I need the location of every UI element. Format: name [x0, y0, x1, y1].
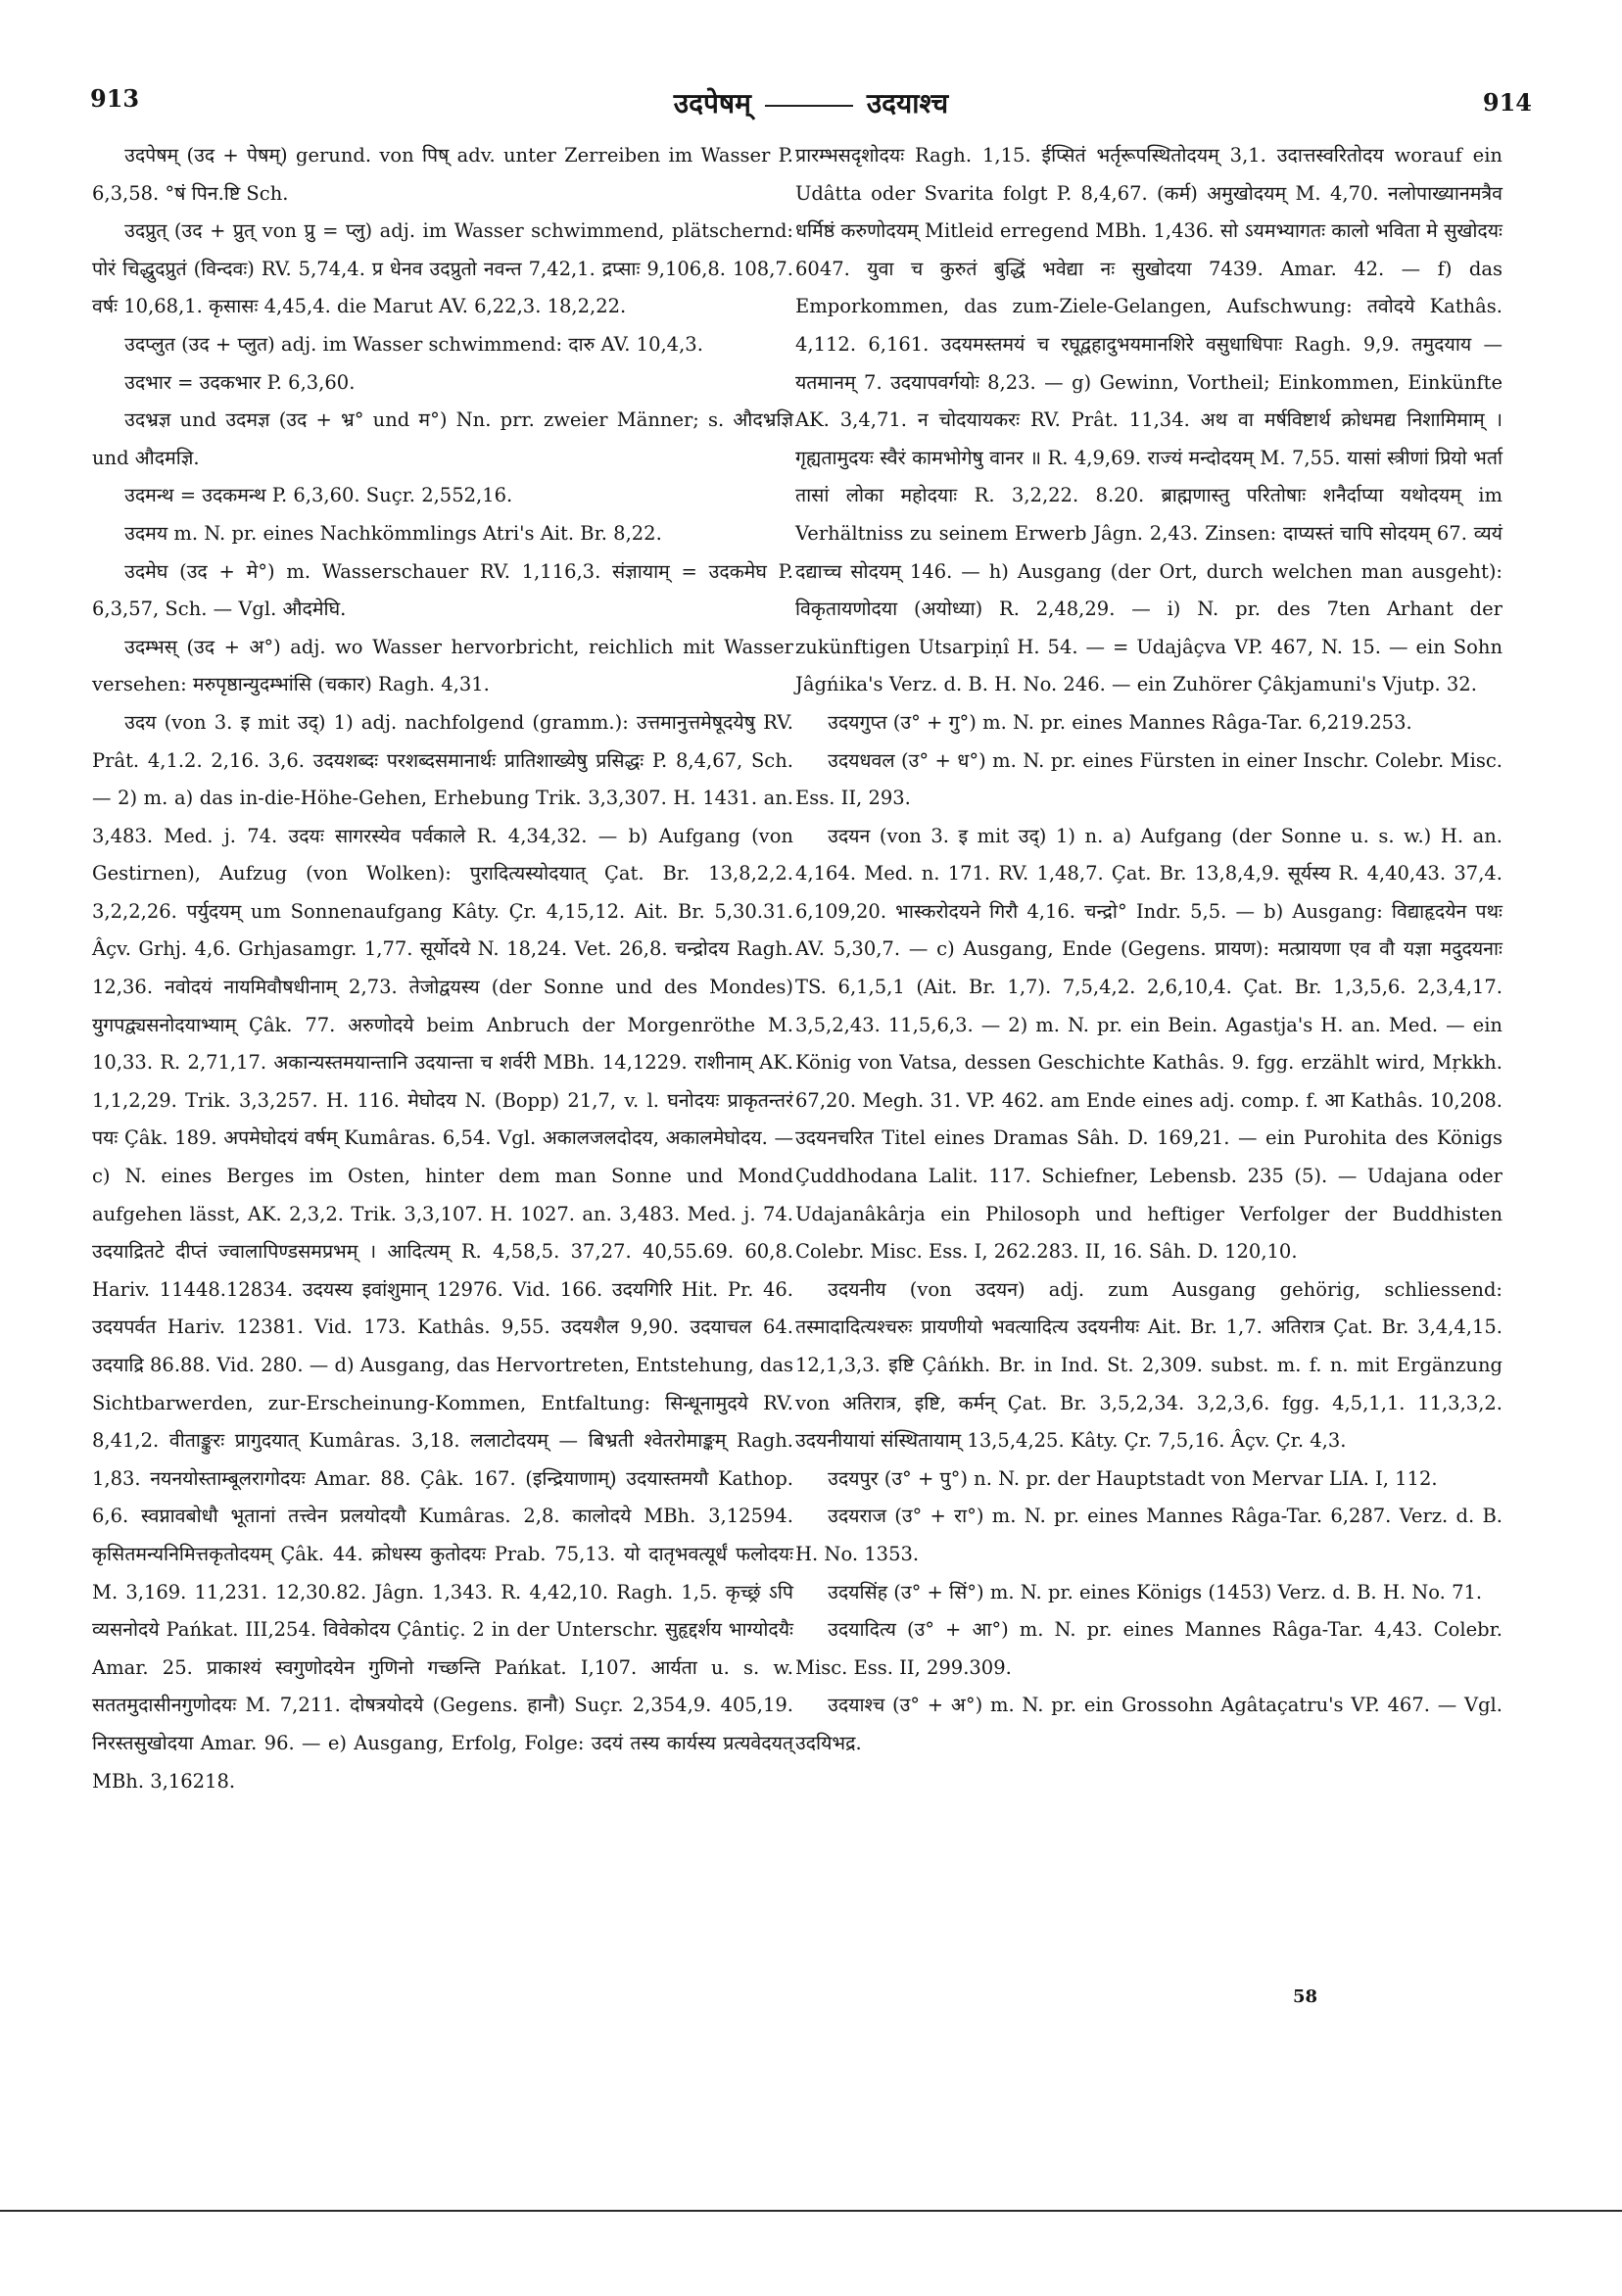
entry-udayadhavala: उदयधवल (उ° + ध°) m. N. pr. eines Fürsten in einer Inschr. Colebr. Misc. Ess. II, 293.: [795, 748, 1503, 810]
entry-udamaya: उदमय m. N. pr. eines Nachkömmlings Atri's Ait. Br. 8,22.: [124, 521, 662, 545]
right-column: [795, 137, 1503, 1763]
page-number-left: 913: [90, 84, 140, 113]
page-number-right: 914: [1482, 88, 1532, 117]
entry-udayagupta: उदयगुप्त (उ° + गु°) m. N. pr. eines Mannes Râga-Tar. 6,219.253.: [828, 710, 1412, 734]
entry-udayana: उदयन (von 3. इ mit उद्) 1) n. a) Aufgang (der Sonne u. s. w.) H. an. 4,164. Med. n. 171. RV. 1,48,7. Çat. Br. 13,8,4,9. सूर्यस्य R. 4,40,43. 37,4. 6,109,20. भास्करोदयने गिरौ 4,16. चन्द्रो° Indr. 5,5. — b) Ausgang: विद्याहृदयेन पथः AV. 5,30,7. — c) Ausgang, Ende (Gegens. प्रायण): मत्प्रायणा एव वौ यज्ञा मदुदयनाः TS. 6,1,5,1 (Ait. Br. 1,7). 7,5,4,2. 2,6,10,4. Çat. Br. 1,3,5,6. 2,3,4,17. 3,5,2,43. 11,5,6,3. — 2) m. N. pr. ein Bein. Agastja's H. an. Med. — ein König von Vatsa, dessen Geschichte Kathâs. 9. fgg. erzählt wird, Mṛkkh. 67,20. Megh. 31. VP. 462. am Ende eines adj. comp. f. आ Kathâs. 10,208. उदयनचरित Titel eines Dramas Sâh. D. 169,21. — ein Purohita des Königs Çuddhodana Lalit. 117. Schiefner, Lebensb. 235 (5). — Udajana oder Udajanâkârja ein Philosoph und heftiger Verfolger der Buddhisten Colebr. Misc. Ess. I, 262.283. II, 16. Sâh. D. 120,10.: [795, 824, 1503, 1264]
entry-udayaditya: उदयादित्य (उ° + आ°) m. N. pr. eines Mannes Râga-Tar. 4,43. Colebr. Misc. Ess. II, 299.309.: [795, 1618, 1503, 1679]
entry-udaprut: उदप्रुत् (उद + प्रुत् von प्रु = प्लु) adj. im Wasser schwimmend, plätschernd: पोरं चिद्धुदप्रुतं (विन्दवः) RV. 5,74,4. प्र धेनव उदप्रुतो नवन्त 7,42,1. द्रप्साः 9,106,8. 108,7. वर्षः 10,68,1. कृसासः 4,45,4. die Marut AV. 6,22,3. 18,2,22.: [92, 219, 793, 318]
entry-udayaraja: उदयराज (उ° + रा°) m. N. pr. eines Mannes Râga-Tar. 6,287. Verz. d. B. H. No. 1353.: [795, 1505, 1503, 1565]
entry-udamantha: उदमन्थ = उदकमन्थ P. 6,3,60. Suçr. 2,552,16.: [124, 484, 513, 507]
entry-udaya-continued: प्रारम्भसदृशोदयः Ragh. 1,15. ईप्सितं भर्तृरूपस्थितोदयम् 3,1. उदात्तस्वरितोदय worauf ein Udâtta oder Svarita folgt P. 8,4,67. (कर्म) अमुखोदयम् M. 4,70. नलोपाख्यानमत्रैव धर्मिष्ठं करुणोदयम् Mitleid erregend MBh. 1,436. सो ऽयमभ्यागतः कालो भविता मे सुखोदयः 6047. युवा च कुरुतं बुद्धिं भवेद्या नः सुखोदया 7439. Amar. 42. — f) das Emporkommen, das zum-Ziele-Gelangen, Aufschwung: तवोदये Kathâs. 4,112. 6,161. उदयमस्तमयं च रघूद्वहादुभयमानशिरे वसुधाधिपाः Ragh. 9,9. तमुदयाय — यतमानम् 7. उदयापवर्गयोः 8,23. — g) Gewinn, Vortheil; Einkommen, Einkünfte AK. 3,4,71. न चोदयायकरः RV. Prât. 11,34. अथ वा मर्षविष्टार्थ क्रोधमद्य निशामिमाम् । गृह्यतामुदयः स्वैरं कामभोगेषु वानर ॥ R. 4,9,69. राज्यं मन्दोदयम् M. 7,55. यासां स्त्रीणां प्रियो भर्ता तासां लोका महोदयाः R. 3,2,22. 8.20. ब्राह्मणास्तु परितोषाः शनैर्दाप्या यथोदयम् im Verhältniss zu seinem Erwerb Jâgn. 2,43. Zinsen: दाप्यस्तं चापि सोदयम् 67. व्ययं दद्याच्च सोदयम् 146. — h) Ausgang (der Ort, durch welchen man ausgeht): विकृतायणोदया (अयोध्या) R. 2,48,29. — i) N. pr. des 7ten Arhant der zukünftigen Utsarpiṇî H. 54. — = Udajâçva VP. 467, N. 15. — ein Sohn Jâgńika's Verz. d. B. H. No. 246. — ein Zuhörer Çâkjamuni's Vjutp. 32.: [795, 144, 1503, 696]
entry-udabhrajna: उदभ्रज्ञ und उदमज्ञ (उद + भ्र° und म°) Nn. prr. zweier Männer; s. औदभ्रज्ञि und औदमज्ञि.: [92, 408, 793, 469]
entry-udambhas: उदम्भस् (उद + अ°) adj. wo Wasser hervorbricht, reichlich mit Wasser versehen: मरुपृष्ठान्युदम्भांसि (चकार) Ragh. 4,31.: [92, 635, 793, 696]
entry-udabhara: उदभार = उदकभार P. 6,3,60.: [124, 370, 356, 394]
entry-udayashva: उदयाश्च (उ° + अ°) m. N. pr. ein Grossohn Agâtaçatru's VP. 467. — Vgl. उदयिभद्र.: [795, 1694, 1503, 1754]
entry-udayaniya: उदयनीय (von उदयन) adj. zum Ausgang gehörig, schliessend: तस्मादादित्यश्चरुः प्रायणीयो भवत्यादित्य उदयनीयः Ait. Br. 1,7. अतिरात्र Çat. Br. 3,4,4,15. 12,1,3,3. इष्टि Çâńkh. Br. in Ind. St. 2,309. subst. m. f. n. mit Ergänzung von अतिरात्र, इष्टि, कर्मन् Çat. Br. 3,5,2,34. 3,2,3,6. fgg. 4,5,1,1. 11,3,3,2. उदयनीयायां संस्थितायाम् 13,5,4,25. Kâty. Çr. 7,5,16. Âçv. Çr. 4,3.: [795, 1277, 1503, 1453]
page-header: [90, 84, 1532, 127]
entry-udapluta: उदप्लुत (उद + प्लुत) adj. im Wasser schwimmend: दारु AV. 10,4,3.: [124, 332, 703, 356]
signature-mark: 58: [1293, 1986, 1318, 2007]
bottom-rule: [0, 2210, 1622, 2212]
running-head-first-word: उदपेषम्: [673, 87, 751, 120]
entry-udayasimha: उदयसिंह (उ° + सिं°) m. N. pr. eines Königs (1453) Verz. d. B. H. No. 71.: [828, 1580, 1483, 1603]
entry-udamegha: उदमेघ (उद + मे°) m. Wasserschauer RV. 1,116,3. संज्ञायाम् = उदकमेघ P. 6,3,57, Sch. — Vgl. औदमेघि.: [92, 559, 793, 621]
entry-udayapura: उदयपुर (उ° + पु°) n. N. pr. der Hauptstadt von Mervar LIA. I, 112.: [828, 1466, 1438, 1490]
entry-udaya: उदय (von 3. इ mit उद्) 1) adj. nachfolgend (gramm.): उत्तमानुत्तमेषूदयेषु RV. Prât. 4,1.2. 2,16. 3,6. उदयशब्दः परशब्दसमानार्थः प्रातिशाख्येषु प्रसिद्धः P. 8,4,67, Sch. — 2) m. a) das in-die-Höhe-Gehen, Erhebung Trik. 3,3,307. H. 1431. an. 3,483. Med. j. 74. उदयः सागरस्येव पर्वकाले R. 4,34,32. — b) Aufgang (von Gestirnen), Aufzug (von Wolken): पुरादित्यस्योदयात् Çat. Br. 13,8,2,2. 3,2,2,26. पर्युदयम् um Sonnenaufgang Kâty. Çr. 4,15,12. Ait. Br. 5,30.31. Âçv. Grhj. 4,6. Grhjasamgr. 1,77. सूर्योदये N. 18,24. Vet. 26,8. चन्द्रोदय Ragh. 12,36. नवोदयं नायमिवौषधीनाम् 2,73. तेजोद्वयस्य (der Sonne und des Mondes) युगपद्व्यसनोदयाभ्याम् Çâk. 77. अरुणोदये beim Anbruch der Morgenröthe M. 10,33. R. 2,71,17. अकान्यस्तमयान्तानि उदयान्ता च शर्वरी MBh. 14,1229. राशीनाम् AK. 1,1,2,29. Trik. 3,3,257. H. 116. मेघोदय N. (Bopp) 21,7, v. l. घनोदयः प्राकृतन्तरं पयः Çâk. 189. अपमेघोदयं वर्षम् Kumâras. 6,54. Vgl. अकालजलदोदय, अकालमेघोदय. — c) N. eines Berges im Osten, hinter dem man Sonne und Mond aufgehen lässt, AK. 2,3,2. Trik. 3,3,107. H. 1027. an. 3,483. Med. j. 74. उदयाद्रितटे दीप्तं ज्वालापिण्डसमप्रभम् । आदित्यम् R. 4,58,5. 37,27. 40,55.69. 60,8. Hariv. 11448.12834. उदयस्य इवांशुमान् 12976. Vid. 166. उदयगिरि Hit. Pr. 46. उदयपर्वत Hariv. 12381. Vid. 173. Kathâs. 9,55. उदयशैल 9,90. उदयाचल 64. उदयाद्रि 86.88. Vid. 280. — d) Ausgang, das Hervortreten, Entstehung, das Sichtbarwerden, zur-Erscheinung-Kommen, Entfaltung: सिन्धूनामुदये RV. 8,41,2. वीताङ्कुरः प्रागुदयात् Kumâras. 3,18. ललाटोदयम् — बिभ्रती श्वेतरोमाङ्कम् Ragh. 1,83. नयनयोस्ताम्बूलरागोदयः Amar. 88. Çâk. 167. (इन्द्रियाणाम्) उदयास्तमयौ Kathop. 6,6. स्वप्नावबोधौ भूतानां तत्त्वेन प्रलयोदयौ Kumâras. 2,8. कालोदये MBh. 3,12594. कृसितमन्यनिमित्तकृतोदयम् Çâk. 44. क्रोधस्य कुतोदयः Prab. 75,13. यो दातृभवत्यूर्धं फलोदयः M. 3,169. 11,231. 12,30.82. Jâgn. 1,343. R. 4,42,10. Ragh. 1,5. कृच्छ्रं ऽपि व्यसनोदये Pańkat. III,254. विवेकोदय Çântiç. 2 in der Unterschr. सुहृद्दर्शय भाग्योदयैः Amar. 25. प्राकाश्यं स्वगुणोदयेन गुणिनो गच्छन्ति Pańkat. I,107. आर्यता u. s. w. सततमुदासीनगुणोदयः M. 7,211. दोषत्रयोदये (Gegens. हानौ) Suçr. 2,354,9. 405,19. निरस्तसुखोदया Amar. 96. — e) Ausgang, Erfolg, Folge: उदयं तस्य कार्यस्य प्रत्यवेदयत् MBh. 3,16218.: [92, 710, 793, 1793]
running-head-dash: [765, 105, 853, 107]
running-head: [90, 84, 1532, 121]
entry-udapesham: उदपेषम् (उद + पेषम्) gerund. von पिष् adv. unter Zerreiben im Wasser P. 6,3,58. °षं पिन.ष्टि Sch.: [92, 144, 793, 205]
running-head-last-word: उदयाश्च: [866, 87, 949, 120]
left-column: [92, 137, 793, 1800]
